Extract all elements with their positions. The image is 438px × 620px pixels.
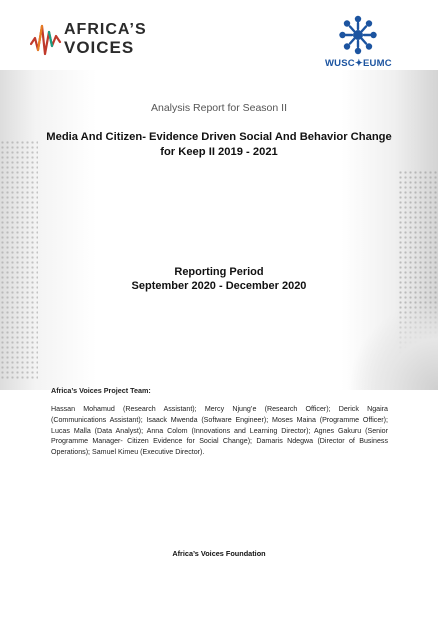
background-shape (348, 300, 438, 390)
report-title-line1: Media And Citizen- Evidence Driven Social And Behavior Change (46, 131, 392, 143)
background-texture-left (0, 140, 38, 380)
logo-text-line1: AFRICA’S (64, 21, 147, 38)
people-circle-icon (325, 14, 391, 56)
soundwave-icon (30, 20, 62, 60)
footer-organization: Africa’s Voices Foundation (172, 549, 266, 558)
team-members: Hassan Mohamud (Research Assistant); Mercy Njung’e (Research Officer); Derick Ngaira (Communications Assistant); Isaack Mwenda (Software Engineer); Moses Maina (Programme Officer); Lucas Malla (Data Analyst); Anna Colom (Innovations and Learning Director); Agnes Gakuru (Senior Programme Manager- Citizen Evidence for Social Change); Damaris Ndegwa (Director of Business Operations); Samuel Kimeu (Executive Director). (51, 405, 388, 457)
report-title (40, 130, 398, 160)
africas-voices-logo (30, 20, 165, 60)
reporting-period (0, 265, 438, 293)
report-subtitle: Analysis Report for Season II (151, 102, 287, 114)
report-title-line2: for Keep II 2019 - 2021 (160, 146, 278, 158)
wusc-eumc-wordmark: WUSC✦EUMC (325, 58, 392, 69)
reporting-period-label: Reporting Period (174, 266, 264, 278)
wusc-eumc-logo (325, 14, 391, 74)
reporting-period-range: September 2020 - December 2020 (131, 280, 307, 292)
team-heading: Africa’s Voices Project Team: (51, 386, 151, 395)
logo-text-line2: VOICES (64, 38, 135, 57)
